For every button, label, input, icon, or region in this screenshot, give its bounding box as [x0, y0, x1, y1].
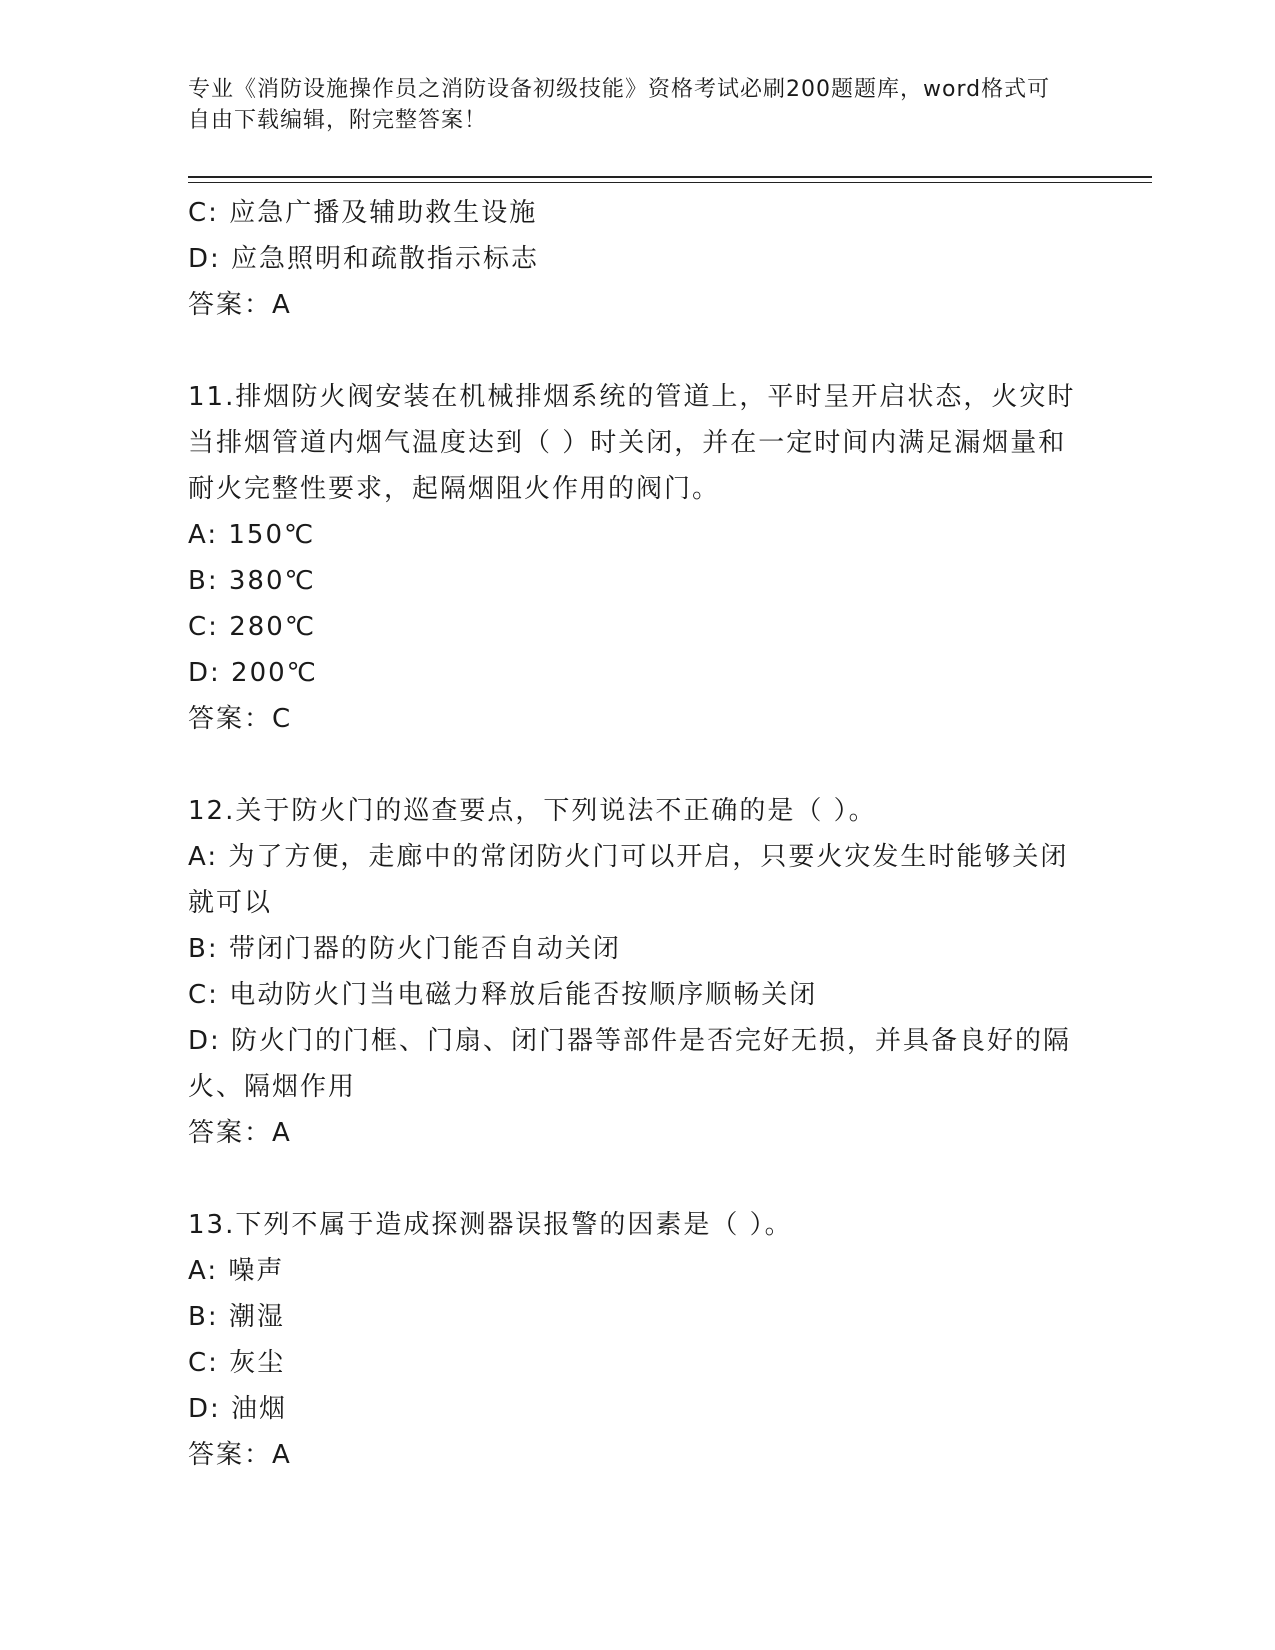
- option-c: C: 280℃: [188, 612, 317, 642]
- option-d: D: 应急照明和疏散指示标志: [188, 244, 540, 274]
- answer-line: 答案：C: [188, 704, 293, 734]
- page-header: 专业《消防设施操作员之消防设备初级技能》资格考试必刷200题题库，word格式可自由下载编辑，附完整答案！: [188, 77, 1051, 133]
- header-divider-thick: [188, 176, 1152, 178]
- option-a: A: 为了方便，走廊中的常闭防火门可以开启，只要火灾发生时能够关闭就可以: [188, 842, 1069, 918]
- option-c: C: 电动防火门当电磁力释放后能否按顺序顺畅关闭: [188, 980, 818, 1010]
- option-b: B: 带闭门器的防火门能否自动关闭: [188, 934, 621, 964]
- option-d: D: 油烟: [188, 1394, 288, 1424]
- question-stem: 13.下列不属于造成探测器误报警的因素是（ ）。: [188, 1210, 793, 1240]
- question-stem: 11.排烟防火阀安装在机械排烟系统的管道上，平时呈开启状态，火灾时当排烟管道内烟气温度达到（ ）时关闭，并在一定时间内满足漏烟量和耐火完整性要求，起隔烟阻火作用的阀门。: [188, 382, 1076, 504]
- option-b: B: 380℃: [188, 566, 316, 596]
- option-c: C: 应急广播及辅助救生设施: [188, 198, 538, 228]
- question-stem: 12.关于防火门的巡查要点，下列说法不正确的是（ ）。: [188, 796, 877, 826]
- question-list: [188, 190, 1088, 1478]
- option-a: A: 噪声: [188, 1256, 285, 1286]
- header-divider-thin: [188, 182, 1152, 183]
- option-d: D: 防火门的门框、门扇、闭门器等部件是否完好无损，并具备良好的隔火、隔烟作用: [188, 1026, 1072, 1102]
- option-a: A: 150℃: [188, 520, 316, 550]
- option-c: C: 灰尘: [188, 1348, 286, 1378]
- answer-line: 答案：A: [188, 1118, 292, 1148]
- option-d: D: 200℃: [188, 658, 318, 688]
- answer-line: 答案：A: [188, 290, 292, 320]
- option-b: B: 潮湿: [188, 1302, 285, 1332]
- answer-line: 答案：A: [188, 1440, 292, 1470]
